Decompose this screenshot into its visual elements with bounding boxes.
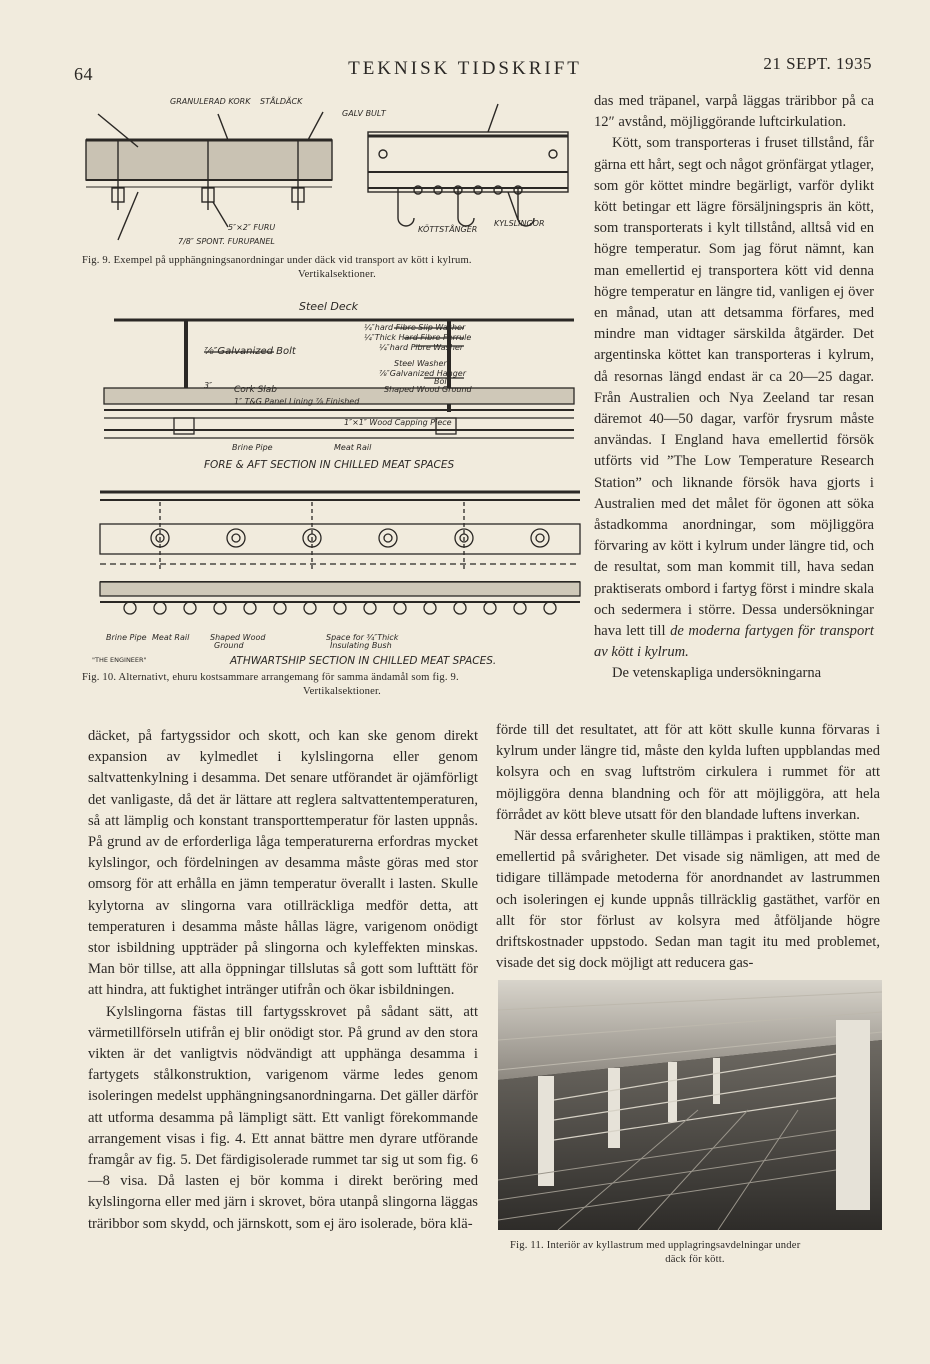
fig10-section-title-bottom: ATHWARTSHIP SECTION IN CHILLED MEAT SPACES.	[230, 655, 497, 667]
fig10-label-washer2: ¼″hard Fibre Washer	[379, 343, 464, 352]
figure-11-caption-line2: däck för kött.	[665, 1254, 725, 1265]
issue-date: 21 SEPT. 1935	[763, 54, 872, 73]
fig10-label-bolt: Bolt	[434, 377, 450, 386]
fig10-label-lining: 1″ T&G Panel Lining ⅞ Finished	[234, 397, 360, 406]
paragraph: Kylslingorna fästas till fartygsskrovet på sådant sätt, att värmetillförseln utifrån ej blir onödigt stor. På grund av den stora vikten är det vanligtvis nödvändigt att upphänga desamma i fartygets stålkonstruktion, varigenom värme ledes genom isoleringen medelst upphängningsanordningarna. Det gäller därför att utforma desamma på lämpligt sätt. Ett vanligt förekommande arrangement visas i fig. 4. Ett annat bättre men dyrare utförande framgår av fig. 5. Det färdigisolerade rummet tar sig ut som fig. 6—8 visa. Då lasten ej bör komma i direkt beröring med kylslingorna eller med järn i skrovet, böra utanpå slingorna läggas träribbor som skydd, och järnskott, som ej äro isolerade, böra klä-	[88, 1003, 478, 1232]
fig10-label-dim3: 3″	[204, 381, 213, 390]
fig10-bottom-space-for: Space for ¾″Thick	[326, 633, 399, 642]
fig10-label-washer1: ¼″hard Fibre Slip Washer	[364, 323, 466, 332]
fig10-label-steel-deck: Steel Deck	[299, 300, 359, 313]
fig9-label-floor-panel: 7/8″ SPONT. FURUPANEL	[178, 237, 275, 246]
figure-10-caption	[82, 671, 602, 699]
fig9-label-galv-bolt: GALV BULT	[342, 109, 386, 118]
fig10-bottom-insulating-bush: Insulating Bush	[330, 641, 392, 650]
paragraph: förde till det resultatet, att för att kött skulle kunna förvaras i kylrum under längre tid, måste den kylda luften uppblandas med kolsyra och en svag luftström cirkulera i rummet för att möjliggöra denna blandning och för att möjliggöra, att hela förrådet av kött bleve utsatt för den blandade luftens inverkan.	[496, 722, 880, 823]
fig10-label-galv-hanger: ⅞″Galvanized Hanger	[379, 369, 467, 378]
fig10-label-ferrule: ¼″Thick Hard Fibre Ferrule	[364, 333, 472, 342]
fig10-label-shaped-wood: Shaped Wood Ground	[384, 385, 472, 394]
figure-9-caption-line2: Vertikalsektioner.	[297, 269, 377, 280]
fig9-label-hanger-iron: KÖTTSTÅNGER	[418, 225, 478, 234]
fig9-label-size-note: 5″×2″ FURU	[228, 223, 276, 232]
fig10-label-cork-slab: Cork Slab	[234, 385, 278, 395]
fig10-source: "THE ENGINEER"	[92, 656, 147, 664]
fig10-label-galv-bolt: ⅞″Galvanized Bolt	[204, 346, 296, 357]
fig9-label-cooling-coil: KYLSLINGOR	[494, 219, 545, 228]
fig10-bottom-meat-rail: Meat Rail	[152, 633, 190, 642]
fig10-label-meat-rail: Meat Rail	[334, 443, 372, 452]
page-number: 64	[74, 64, 93, 84]
paragraph-text: Kött, som transporteras i fruset tillstånd, får gärna ett hårt, segt och något grönfärgat ytlager, som gör köttet mindre begärligt, varför dylikt kött betingar ett lägre försäljningspris än kött, som transporterats i kylt tillstånd, alltså vid en högre temperatur. Som jag förut nämnt, kan man emellertid ej transportera kött vid denna högre temperatur en längre tid, vanligen ej över en månad, utan att detsamma förfares, med mindre man vidtager särskilda åtgärder. Det argentinska köttet kan transporteras i kylrum, då resornas längd endast är ca 20—25 dagar. Från Australien och Nya Zeeland tar resan däremot 40—50 dagar, varför frysrum måste användas. I England hava emellertid försök utförts vid ”The Low Temperature Research Station” och liknande försök hava gjorts i Australien med det målet för ögonen att söka åstadkomma anordningar, som möjliggöra förvaring av kött i kylrum under längre tid, och de resultat, som man kommit till, hava sedan praktiserats ombord i fartyg först i mindre skala och sedermera i större. Dessa undersökningar hava lett till	[594, 135, 874, 640]
fig10-label-brine-pipe: Brine Pipe	[232, 443, 273, 452]
figure-11-caption-line1: Fig. 11. Interiör av kyllastrum med upplagringsavdelningar under	[510, 1240, 801, 1251]
figure-11-photo	[498, 980, 882, 1230]
figure-9-drawing	[78, 92, 590, 252]
body-text-right-top	[594, 91, 874, 685]
paragraph: däcket, på fartygssidor och skott, och kan ske genom direkt expansion av kylmedlet i kylslingorna eller genom saltvattenkylning i desamma. Det senare utförandet är ojämförligt det vanligaste, då det är lättare att reglera saltvattentemperaturen, så att lämplig och konstant transporttemperatur för lasten uppnås. På grund av de erforderliga låga temperaturerna erfordras mycket kylslingor, och fördelningen av desamma måste göras med stor omsorg för att erhålla en jämn temperatur överallt i lasten. Skulle kylytorna av slingorna vara otillräckliga medför detta, att temperaturen i desamma måste hållas lägre, varigenom onödigt stor isbildning uppträder på slingorna och kyleffekten minskas. Man bör tillse, att alla öppningar tillslutas så gott som lufttätt för att hindra, att fuktighet intränger utifrån och ökar isbildningen.	[88, 728, 478, 999]
fig9-label-granulated-cork: GRANULERAD KORK	[170, 97, 251, 106]
fig10-bottom-ground: Ground	[214, 641, 244, 650]
paragraph	[594, 133, 874, 663]
figure-10-caption-line2: Vertikalsektioner.	[302, 686, 382, 697]
paragraph: När dessa erfarenheter skulle tillämpas i praktiken, stötte man emellertid på svårigheter. Det visade sig nämligen, att med de tidigare tillämpade metoderna för anordnandet av lastrummen och isoleringen ej kunde uppnås tillräcklig gastäthet, varför en allt för stor förlust av kolsyra med åtföljande högre driftskostnader uppstodo. Sedan man tagit itu med problemet, visade det sig dock möjligt att reducera gas-	[496, 828, 880, 972]
fig10-label-capping: 1″×1″ Wood Capping Piece	[344, 418, 452, 427]
figure-10-fore-aft-drawing	[94, 292, 594, 476]
fig10-label-steel-washer: Steel Washer	[394, 359, 447, 368]
figure-9-caption-line1: Fig. 9. Exempel på upphängningsanordningar under däck vid transport av kött i kylrum.	[82, 255, 472, 266]
paragraph: das med träpanel, varpå läggas träribbor på ca 12″ avstånd, möjliggörande luftcirkulation.	[594, 93, 874, 131]
body-text-left	[88, 726, 478, 1235]
body-text-right-middle	[496, 720, 880, 974]
journal-title: TEKNISK TIDSKRIFT	[348, 58, 582, 79]
figure-10-athwartship-drawing	[80, 482, 600, 668]
fig10-bottom-shaped-wood: Shaped Wood	[210, 633, 266, 642]
fig9-label-steel-deck: STÅLDÄCK	[260, 97, 303, 106]
figure-9-caption	[82, 254, 592, 282]
figure-10-caption-line1: Fig. 10. Alternativt, ehuru kostsammare arrangemang för samma ändamål som fig. 9.	[82, 672, 459, 683]
paragraph: De vetenskapliga undersökningarna	[612, 665, 822, 682]
fig10-bottom-brine-pipe: Brine Pipe	[106, 633, 147, 642]
emphasis-text: de moderna fartygen för transport av kött i kylrum.	[594, 623, 874, 661]
fig10-section-title-top: FORE & AFT SECTION IN CHILLED MEAT SPACES	[204, 459, 455, 471]
figure-11-caption	[510, 1239, 880, 1267]
